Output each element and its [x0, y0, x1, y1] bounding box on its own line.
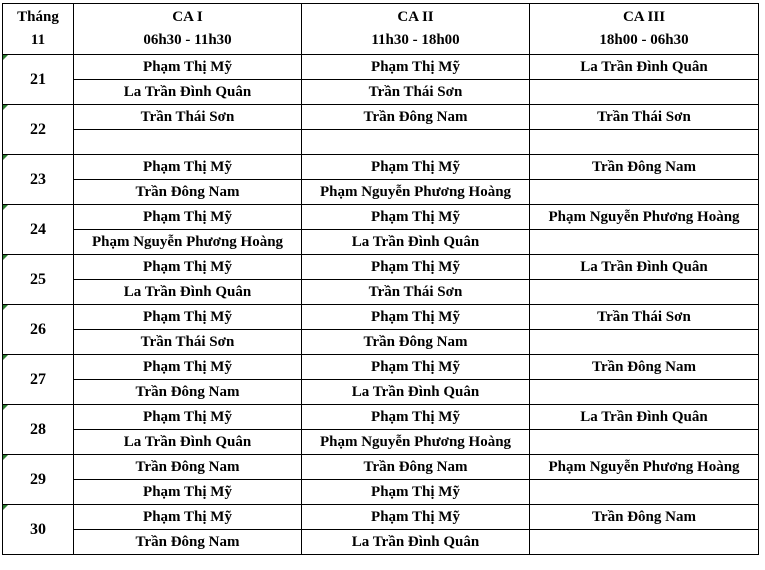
shift-2-staff-1: Phạm Thị Mỹ	[302, 305, 530, 330]
day-row-bottom	[3, 330, 759, 355]
day-row-bottom	[3, 380, 759, 405]
shift-1-staff-1: Trần Thái Sơn	[74, 105, 302, 130]
shift-3-staff-2	[530, 380, 759, 405]
shift-1-staff-1: Phạm Thị Mỹ	[74, 255, 302, 280]
shift-3-staff-1: Trần Đông Nam	[530, 505, 759, 530]
shift-3-staff-2	[530, 530, 759, 555]
shift-2-staff-2: La Trần Đình Quân	[302, 380, 530, 405]
header-row	[3, 4, 759, 55]
month-value: 11	[30, 32, 46, 48]
day-row-top	[3, 255, 759, 280]
day-row-bottom	[3, 180, 759, 205]
shift-3-staff-1: Trần Thái Sơn	[530, 105, 759, 130]
shift-2-staff-2: La Trần Đình Quân	[302, 230, 530, 255]
day-row-top	[3, 155, 759, 180]
shift-3-staff-2	[530, 430, 759, 455]
shift-1-staff-2	[74, 130, 302, 155]
shift-3-staff-1: Trần Đông Nam	[530, 155, 759, 180]
shift-2-staff-1: Phạm Thị Mỹ	[302, 55, 530, 80]
shift-3-staff-1: Trần Thái Sơn	[530, 305, 759, 330]
shift-time: 06h30 - 11h30	[143, 32, 232, 48]
day-row-bottom	[3, 480, 759, 505]
day-number: 23	[3, 155, 74, 205]
shift-2-staff-2: Phạm Nguyễn Phương Hoàng	[302, 180, 530, 205]
shift-3-staff-2	[530, 80, 759, 105]
shift-1-staff-1: Trần Đông Nam	[74, 455, 302, 480]
roster-body	[3, 55, 759, 555]
day-row-top	[3, 205, 759, 230]
day-number: 25	[3, 255, 74, 305]
day-row-top	[3, 55, 759, 80]
shift-2-staff-1: Phạm Thị Mỹ	[302, 155, 530, 180]
day-row-top	[3, 455, 759, 480]
shift-1-staff-1: Phạm Thị Mỹ	[74, 405, 302, 430]
day-row-bottom	[3, 280, 759, 305]
shift-name: CA II	[397, 9, 434, 25]
shift-1-staff-1: Phạm Thị Mỹ	[74, 55, 302, 80]
shift-2-staff-1: Phạm Thị Mỹ	[302, 205, 530, 230]
shift-name: CA I	[172, 9, 203, 25]
shift-3-staff-2	[530, 230, 759, 255]
day-row-top	[3, 405, 759, 430]
day-row-bottom	[3, 80, 759, 105]
day-row-top	[3, 505, 759, 530]
shift-2-staff-2: Trần Đông Nam	[302, 330, 530, 355]
day-row-top	[3, 305, 759, 330]
shift-3-staff-1: La Trần Đình Quân	[530, 255, 759, 280]
shift-1-staff-1: Phạm Thị Mỹ	[74, 305, 302, 330]
shift-3-staff-2	[530, 480, 759, 505]
day-row-bottom	[3, 530, 759, 555]
day-row-bottom	[3, 430, 759, 455]
shift-3-staff-1: Phạm Nguyễn Phương Hoàng	[530, 205, 759, 230]
shift-1-staff-1: Phạm Thị Mỹ	[74, 205, 302, 230]
shift-1-staff-1: Phạm Thị Mỹ	[74, 155, 302, 180]
shift-2-staff-1: Trần Đông Nam	[302, 105, 530, 130]
shift-1-staff-2: La Trần Đình Quân	[74, 280, 302, 305]
shift-3-staff-2	[530, 130, 759, 155]
shift-time: 18h00 - 06h30	[599, 32, 689, 48]
shift-1-staff-1: Phạm Thị Mỹ	[74, 355, 302, 380]
shift-time: 11h30 - 18h00	[371, 32, 460, 48]
shift-1-staff-2: Phạm Thị Mỹ	[74, 480, 302, 505]
shift-1-staff-2: Trần Đông Nam	[74, 180, 302, 205]
shift-1-staff-2: La Trần Đình Quân	[74, 430, 302, 455]
day-number: 26	[3, 305, 74, 355]
shift-1-staff-2: La Trần Đình Quân	[74, 80, 302, 105]
shift-2-staff-1: Trần Đông Nam	[302, 455, 530, 480]
shift-3-staff-2	[530, 330, 759, 355]
day-number: 21	[3, 55, 74, 105]
shift-1-header	[74, 4, 302, 55]
shift-2-staff-1: Phạm Thị Mỹ	[302, 505, 530, 530]
shift-3-staff-1: Phạm Nguyễn Phương Hoàng	[530, 455, 759, 480]
day-number: 29	[3, 455, 74, 505]
shift-3-staff-2	[530, 280, 759, 305]
day-number: 28	[3, 405, 74, 455]
shift-2-staff-2: La Trần Đình Quân	[302, 530, 530, 555]
month-label: Tháng	[17, 9, 59, 25]
shift-2-staff-1: Phạm Thị Mỹ	[302, 355, 530, 380]
month-header	[3, 4, 74, 55]
day-row-bottom	[3, 230, 759, 255]
shift-2-staff-1: Phạm Thị Mỹ	[302, 255, 530, 280]
shift-name: CA III	[622, 9, 666, 25]
shift-1-staff-1: Phạm Thị Mỹ	[74, 505, 302, 530]
day-row-top	[3, 355, 759, 380]
shift-2-staff-2: Phạm Thị Mỹ	[302, 480, 530, 505]
day-number: 24	[3, 205, 74, 255]
day-number: 22	[3, 105, 74, 155]
day-row-top	[3, 105, 759, 130]
shift-1-staff-2: Phạm Nguyễn Phương Hoàng	[74, 230, 302, 255]
shift-2-staff-2: Trần Thái Sơn	[302, 280, 530, 305]
shift-2-header	[302, 4, 530, 55]
shift-2-staff-2: Trần Thái Sơn	[302, 80, 530, 105]
day-row-bottom	[3, 130, 759, 155]
shift-1-staff-2: Trần Đông Nam	[74, 380, 302, 405]
shift-2-staff-2	[302, 130, 530, 155]
shift-2-staff-1: Phạm Thị Mỹ	[302, 405, 530, 430]
shift-1-staff-2: Trần Thái Sơn	[74, 330, 302, 355]
shift-3-staff-1: La Trần Đình Quân	[530, 55, 759, 80]
shift-3-header	[530, 4, 759, 55]
shift-roster-table	[2, 3, 759, 555]
shift-1-staff-2: Trần Đông Nam	[74, 530, 302, 555]
shift-3-staff-2	[530, 180, 759, 205]
day-number: 27	[3, 355, 74, 405]
shift-3-staff-1: Trần Đông Nam	[530, 355, 759, 380]
day-number: 30	[3, 505, 74, 555]
shift-2-staff-2: Phạm Nguyễn Phương Hoàng	[302, 430, 530, 455]
shift-3-staff-1: La Trần Đình Quân	[530, 405, 759, 430]
